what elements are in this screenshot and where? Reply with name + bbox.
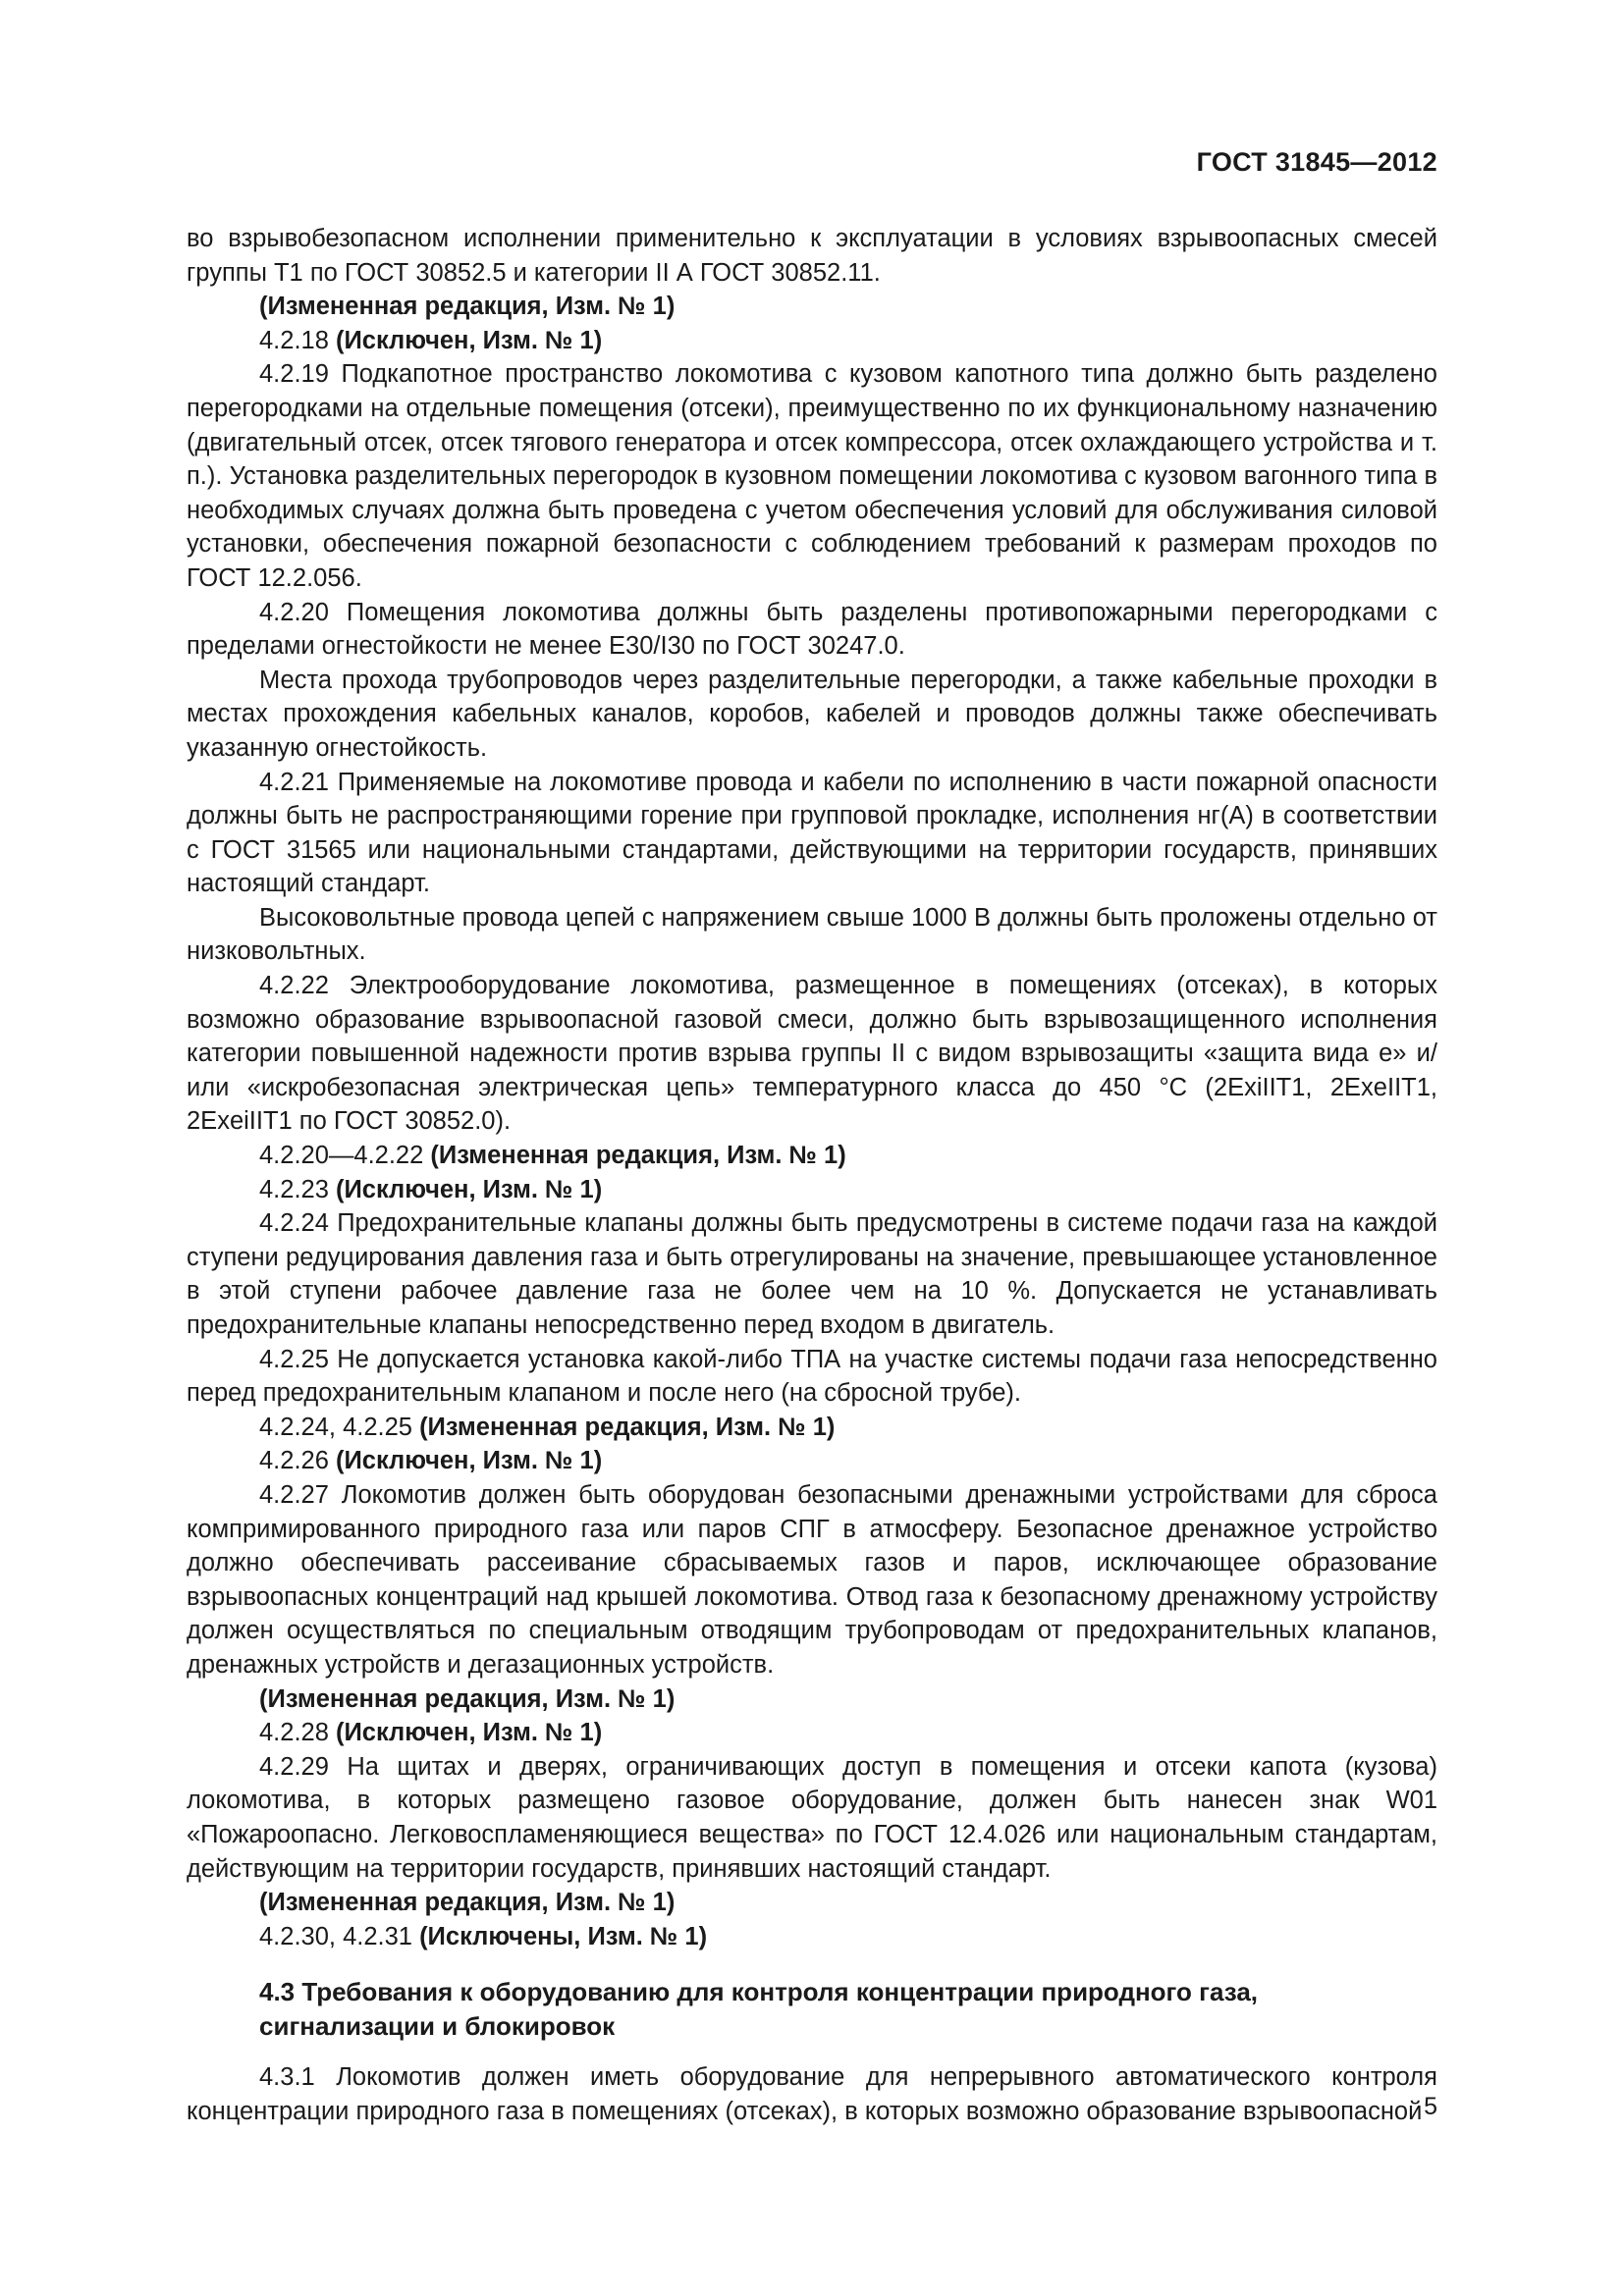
amendment-note-bold: (Исключены, Изм. № 1) [419,1922,708,1950]
amendment-note-bold: (Исключен, Изм. № 1) [335,1447,603,1475]
page-number: 5 [1424,2093,1437,2120]
clause-number: 4.2.30, 4.2.31 [259,1922,420,1950]
clause-4-2-26 [187,1444,1437,1478]
paragraph-high-voltage: Высоковольтные провода цепей с напряжением свыше 1000 В должны быть проложены отдельно от низковольтных. [187,903,1437,966]
clause-4-2-30-31 [187,1920,1437,1954]
clause-4-2-27: 4.2.27 Локомотив должен быть оборудован безопасными дренажными устройствами для сброса компримированного природного газа или паров СПГ в атмосферу. Безопасное дренажное устройство должно обеспечивать рассеивание сбрасываемых газов и паров, исключающее образование взрывоопасных концентраций над крышей локомотива. Отвод газа к безопасному дренажному устройству должен осуществляться по специальным отводящим трубопроводам от предохранительных клапанов, дренажных устройств и дегазационных устройств. [187,1480,1437,1679]
amendment-note-bold: (Измененная редакция, Изм. № 1) [430,1142,846,1170]
clause-number: 4.2.26 [259,1447,336,1475]
clause-4-2-18 [187,324,1437,358]
section-heading-4-3 [187,1975,1437,2043]
amendment-note [187,1682,1437,1717]
clause-4-3-1: 4.3.1 Локомотив должен иметь оборудование для непрерывного автоматического контроля концентрации природного газа в помещениях (отсеках), в которых возможно образование взрывоопасной [187,2063,1437,2126]
paragraph-pipe-passages: Места прохода трубопроводов через разделительные перегородки, а также кабельные проходки в местах прохождения кабельных каналов, коробов, кабелей и проводов должны также обеспечивать указанную огнестойкость. [187,666,1437,762]
amendment-note-bold: (Измененная редакция, Изм. № 1) [259,1889,676,1917]
amendment-note-bold: (Измененная редакция, Изм. № 1) [259,293,676,321]
clause-4-2-24: 4.2.24 Предохранительные клапаны должны быть предусмотрены в системе подачи газа на каждой ступени редуцирования давления газа и быть отрегулированы на значение, превышающее установленное в этой ступени рабочее давление газа не более чем на 10 %. Допускается не устанавливать предохранительные клапаны непосредственно перед входом в двигатель. [187,1209,1437,1339]
clause-4-2-20: 4.2.20 Помещения локомотива должны быть разделены противопожарными перегородками с пределами огнестойкости не менее Е30/I30 по ГОСТ 30247.0. [187,598,1437,661]
clause-number: 4.2.24, 4.2.25 [259,1413,420,1441]
clause-4-2-21: 4.2.21 Применяемые на локомотиве провода и кабели по исполнению в части пожарной опасности должны быть не распространяющими горение при групповой прокладке, исполнения нг(А) в соответствии с ГОСТ 31565 или национальными стандартами, действующими на территории государств, принявших настоящий стандарт. [187,768,1437,898]
amendment-note-bold: (Измененная редакция, Изм. № 1) [259,1684,676,1713]
amendment-note [187,1886,1437,1920]
clause-number: 4.2.20—4.2.22 [259,1142,431,1170]
paragraph-continuation: во взрывобезопасном исполнении применительно к эксплуатации в условиях взрывоопасных смесей группы Т1 по ГОСТ 30852.5 и категории II А ГОСТ 30852.11. [187,225,1437,287]
clause-number: 4.2.28 [259,1719,336,1747]
amendment-4-2-24-25 [187,1411,1437,1445]
section-heading-line-1: 4.3 Требования к оборудованию для контроля концентрации природного газа, [259,1977,1259,2007]
clause-4-2-22: 4.2.22 Электрооборудование локомотива, размещенное в помещениях (отсеках), в которых возможно образование взрывоопасной газовой смеси, должно быть взрывозащищенного исполнения категории повышенной надежности против взрыва группы II с видом взрывозащиты «защита вида е» и/или «искробезопасная электрическая цепь» температурного класса до 450 °С (2ExiIIT1, 2ExeIIT1, 2ExeiIIT1 по ГОСТ 30852.0). [187,972,1437,1136]
amendment-4-2-20-22 [187,1139,1437,1173]
page-body [187,222,1437,2129]
amendment-note-bold: (Исключен, Изм. № 1) [335,326,603,354]
clause-4-2-23 [187,1173,1437,1207]
section-heading-line-2: сигнализации и блокировок [259,2010,616,2041]
clause-number: 4.2.18 [259,326,336,354]
clause-4-2-28 [187,1716,1437,1750]
clause-4-2-29: 4.2.29 На щитах и дверях, ограничивающих доступ в помещения и отсеки капота (кузова) локомотива, в которых размещено газовое оборудование, должен быть нанесен знак W01 «Пожароопасно. Легковоспламеняющиеся вещества» по ГОСТ 12.4.026 или национальным стандартам, действующим на территории государств, принявших настоящий стандарт. [187,1752,1437,1883]
amendment-note-bold: (Измененная редакция, Изм. № 1) [419,1413,836,1441]
clause-number: 4.2.23 [259,1175,336,1203]
amendment-note [187,290,1437,324]
amendment-note-bold: (Исключен, Изм. № 1) [335,1175,603,1203]
document-code-header: ГОСТ 31845—2012 [1196,147,1437,177]
clause-4-2-19: 4.2.19 Подкапотное пространство локомотива с кузовом капотного типа должно быть разделено перегородками на отдельные помещения (отсеки), преимущественно по их функциональному назначению (двигательный отсек, отсек тягового генератора и отсек компрессора, отсек охлаждающего устройства и т. п.). Установка разделительных перегородок в кузовном помещении локомотива с кузовом вагонного типа в необходимых случаях должна быть проведена с учетом обеспечения условий для обслуживания силовой установки, обеспечения пожарной безопасности с соблюдением требований к размерам проходов по ГОСТ 12.2.056. [187,360,1437,592]
amendment-note-bold: (Исключен, Изм. № 1) [335,1719,603,1747]
clause-4-2-25: 4.2.25 Не допускается установка какой-либо ТПА на участке системы подачи газа непосредственно перед предохранительным клапаном и после него (на сбросной трубе). [187,1345,1437,1408]
